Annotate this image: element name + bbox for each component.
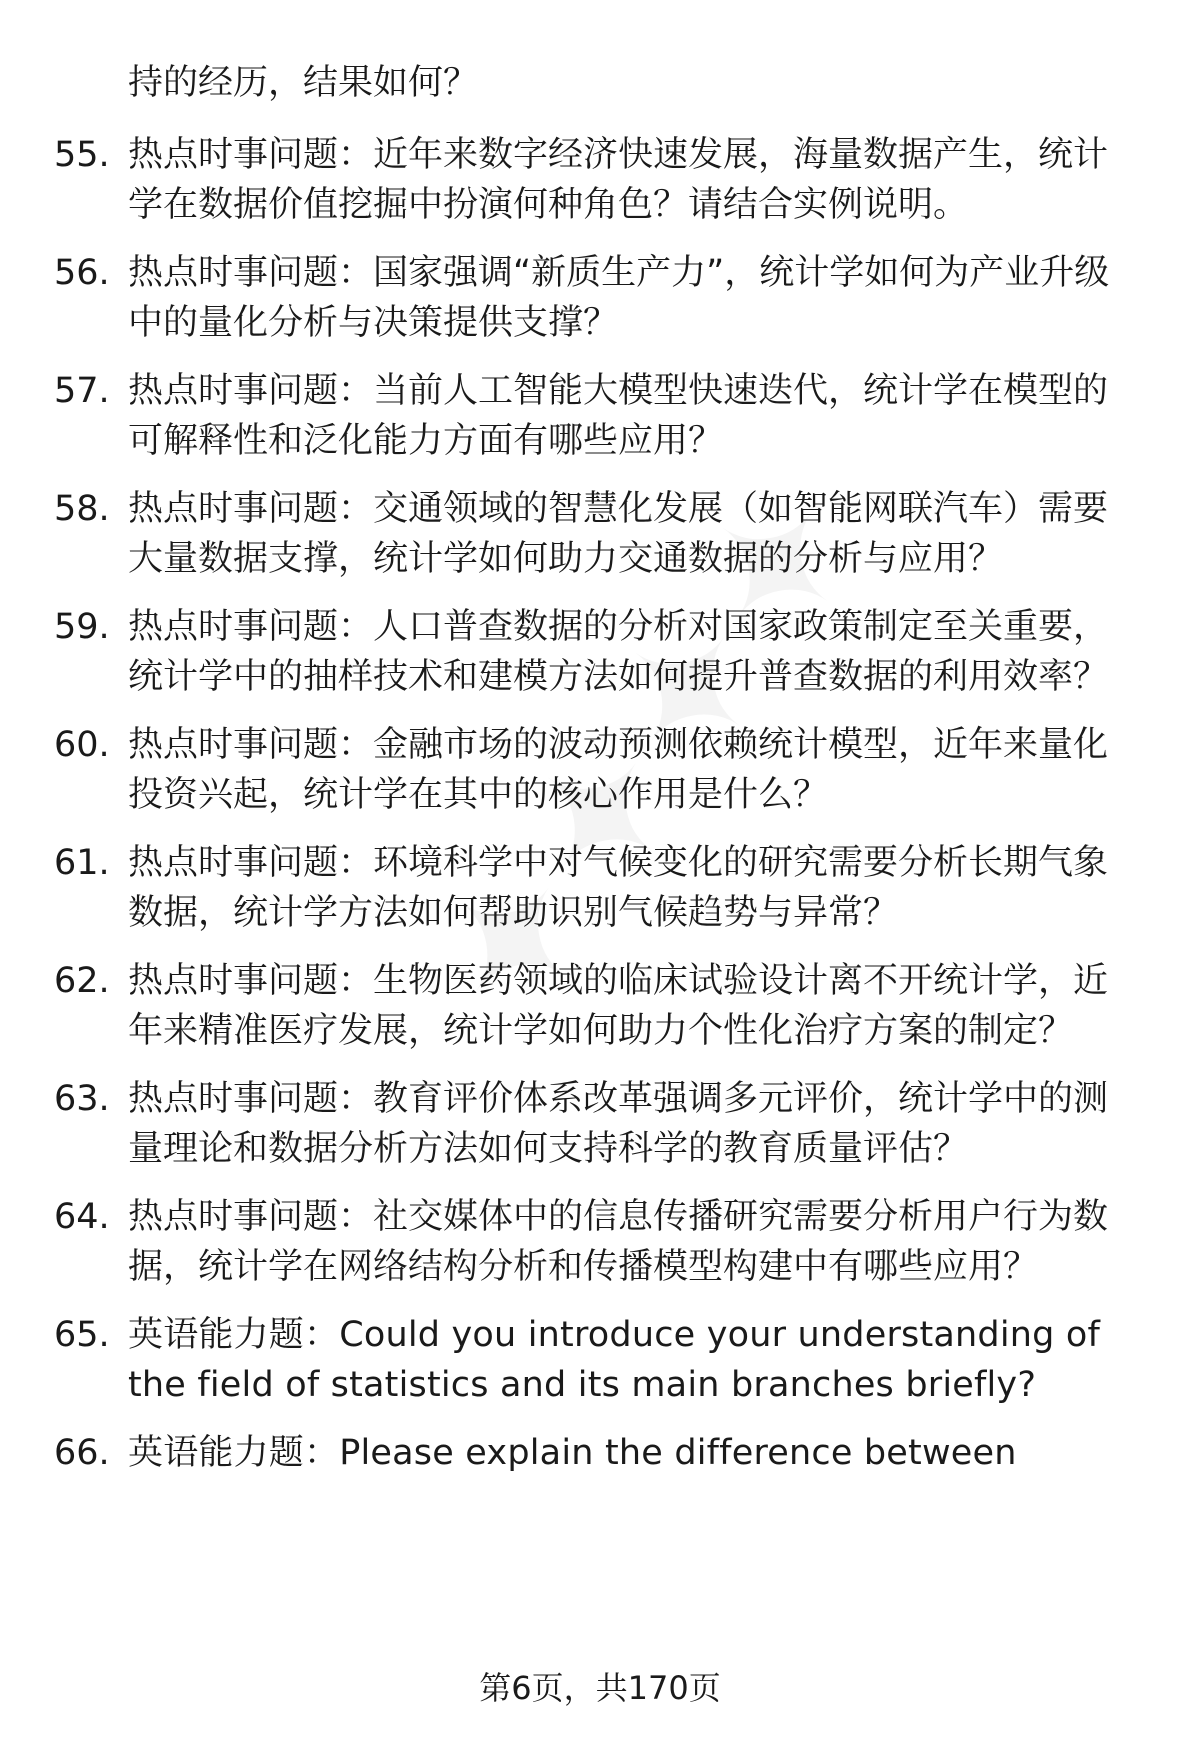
question-text: 热点时事问题：交通领域的智慧化发展（如智能网联汽车）需要大量数据支撑，统计学如何助力交通数据的分析与应用？ — [128, 489, 1109, 579]
question-number: 61. — [54, 843, 110, 883]
continued-question-fragment: 持的经历，结果如何？ — [128, 63, 479, 103]
question-text: 热点时事问题：教育评价体系改革强调多元评价，统计学中的测量理论和数据分析方法如何支持科学的教育质量评估？ — [128, 1079, 1109, 1169]
page-footer: 第6页，共170页 — [479, 1669, 721, 1707]
question-number: 59. — [54, 607, 110, 647]
question-text: 热点时事问题：环境科学中对气候变化的研究需要分析长期气象数据，统计学方法如何帮助识别气候趋势与异常？ — [128, 843, 1109, 933]
question-text: 英语能力题：Please explain the difference between — [128, 1433, 1017, 1473]
question-text: 英语能力题：Could you introduce your understanding of the field of statistics and its main branches briefly? — [128, 1315, 1101, 1405]
question-number: 56. — [54, 253, 110, 293]
question-number: 62. — [54, 961, 110, 1001]
question-number: 64. — [54, 1197, 110, 1237]
question-number: 55. — [54, 135, 110, 175]
question-number: 65. — [54, 1315, 110, 1355]
question-text: 热点时事问题：人口普查数据的分析对国家政策制定至关重要，统计学中的抽样技术和建模方法如何提升普查数据的利用效率？ — [128, 607, 1109, 697]
question-text: 热点时事问题：生物医药领域的临床试验设计离不开统计学，近年来精准医疗发展，统计学如何助力个性化治疗方案的制定？ — [128, 961, 1109, 1051]
question-text: 热点时事问题：当前人工智能大模型快速迭代，统计学在模型的可解释性和泛化能力方面有哪些应用？ — [128, 371, 1109, 461]
question-number: 58. — [54, 489, 110, 529]
question-text: 热点时事问题：社交媒体中的信息传播研究需要分析用户行为数据，统计学在网络结构分析和传播模型构建中有哪些应用？ — [128, 1197, 1109, 1287]
question-text: 热点时事问题：金融市场的波动预测依赖统计模型，近年来量化投资兴起，统计学在其中的核心作用是什么？ — [128, 725, 1109, 815]
question-text: 热点时事问题：国家强调“新质生产力”，统计学如何为产业升级中的量化分析与决策提供支撑？ — [128, 253, 1110, 343]
question-number: 57. — [54, 371, 110, 411]
question-text: 热点时事问题：近年来数字经济快速发展，海量数据产生，统计学在数据价值挖掘中扮演何种角色？请结合实例说明。 — [128, 135, 1109, 225]
question-number: 60. — [54, 725, 110, 765]
question-number: 66. — [54, 1433, 110, 1473]
question-number: 63. — [54, 1079, 110, 1119]
